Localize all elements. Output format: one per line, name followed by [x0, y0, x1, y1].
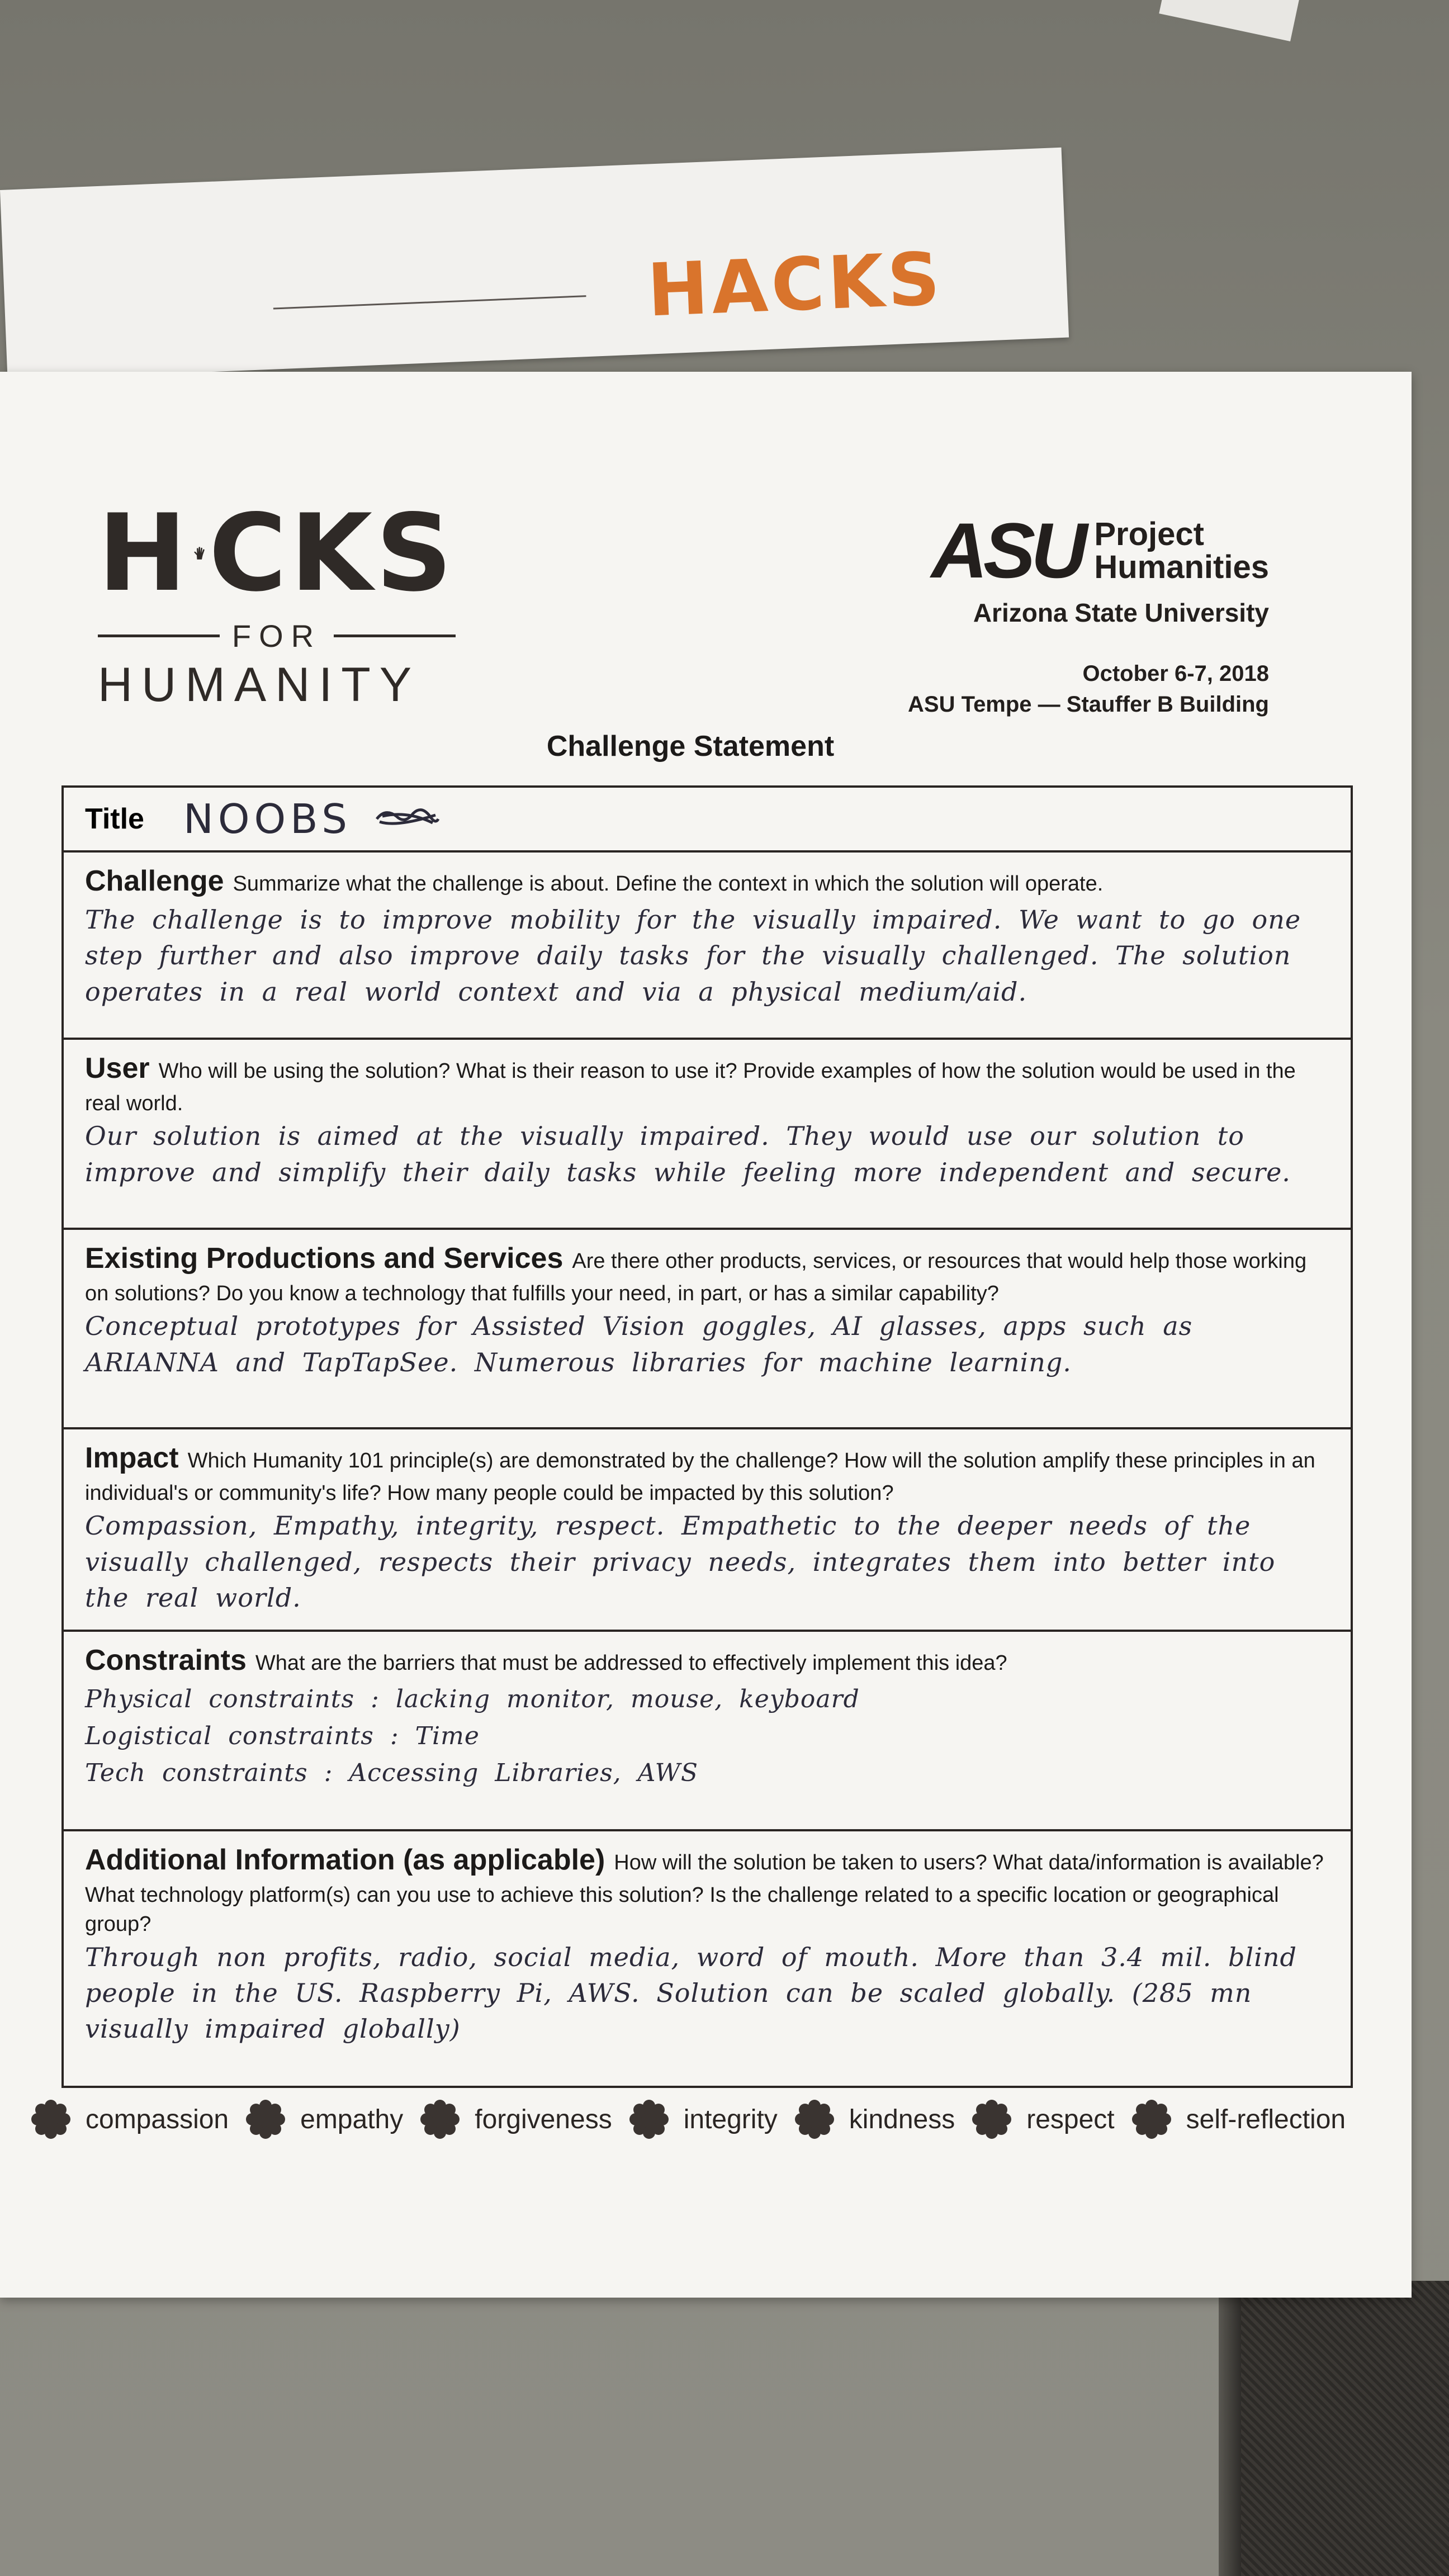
carpet [1241, 2281, 1449, 2576]
value-label: forgiveness [475, 2104, 612, 2134]
asu-mark: ASU [931, 506, 1083, 594]
user-answer: Our solution is aimed at the visually impaired. They would use our solution to improve and simplify their daily tasks while feeling more independent and secure. [85, 1121, 1291, 1187]
values-row [31, 2099, 1362, 2139]
asu-project-humanities [908, 506, 1269, 717]
additional-prompt: How will the solution be taken to users? What data/information is available? What technology platform(s) can you use to achieve this solution? Is the challenge related to a specific location or geographical group? [85, 1851, 1324, 1936]
challenge-section [64, 853, 1351, 1040]
hacks-for-humanity-logo [98, 491, 456, 713]
impact-prompt: Which Humanity 101 principle(s) are demonstrated by the challenge? How will the solution amplify these principles in an individual's or community's life? How many people could be impacted by this solution? [85, 1449, 1315, 1505]
scribble-icon [374, 805, 441, 833]
user-section [64, 1040, 1351, 1230]
event-location: ASU Tempe — Stauffer B Building [908, 692, 1269, 717]
value-label: empathy [300, 2104, 404, 2134]
flower-icon [420, 2099, 460, 2139]
title-value: NOOBS [183, 795, 352, 842]
value-item [420, 2099, 612, 2139]
user-prompt: Who will be using the solution? What is their reason to use it? Provide examples of how the solution would be used in the real world. [85, 1059, 1296, 1115]
existing-answer: Conceptual prototypes for Assisted Vision goggles, AI glasses, apps such as ARIANNA and TapTapSee. Numerous libraries for machine learning. [85, 1311, 1193, 1377]
constraint-item: Logistical constraints : Time [85, 1721, 480, 1750]
constraints-section [64, 1632, 1351, 1831]
event-date: October 6-7, 2018 [1082, 661, 1269, 686]
value-item [31, 2099, 229, 2139]
value-item [794, 2099, 955, 2139]
hand-icon [193, 503, 205, 604]
challenge-answer: The challenge is to improve mobility for the visually impaired. We want to go one step further and also improve daily tasks for the visually challenged. The solution operates in a real world context and via a physical medium/aid. [85, 904, 1301, 1007]
challenge-label: Challenge [85, 865, 224, 897]
user-label: User [85, 1052, 150, 1085]
value-item [629, 2099, 778, 2139]
university-name: Arizona State University [973, 598, 1269, 627]
constraints-label: Constraints [85, 1644, 247, 1677]
impact-answer: Compassion, Empathy, integrity, respect. Empathetic to the deeper needs of the visually challenged, respects their privacy needs, integrates them into better into the real world. [85, 1510, 1276, 1613]
flower-icon [794, 2099, 835, 2139]
challenge-sheet [0, 372, 1412, 2298]
flower-icon [629, 2099, 669, 2139]
project-label: Project [1094, 515, 1204, 552]
challenge-prompt: Summarize what the challenge is about. Define the context in which the solution will operate. [233, 872, 1104, 896]
value-label: integrity [683, 2104, 778, 2134]
additional-section [64, 1831, 1351, 2086]
humanities-label: Humanities [1094, 549, 1269, 585]
title-label: Title [85, 803, 144, 835]
flower-icon [1131, 2099, 1172, 2139]
title-section [64, 788, 1351, 853]
back-sheet-logo: HACKS [646, 236, 945, 333]
value-item [245, 2099, 403, 2139]
challenge-form [61, 785, 1353, 2088]
constraint-item: Physical constraints : lacking monitor, mouse, keyboard [85, 1684, 860, 1713]
additional-answer: Through non profits, radio, social media, word of mouth. More than 3.4 mil. blind people in the US. Raspberry Pi, AWS. Solution can be scaled globally. (285 mn visually impaired globally) [85, 1942, 1297, 2044]
additional-label: Additional Information (as applicable) [85, 1844, 605, 1876]
value-label: kindness [849, 2104, 955, 2134]
constraints-prompt: What are the barriers that must be addressed to effectively implement this idea? [255, 1651, 1007, 1675]
back-sheet-rule [273, 295, 586, 309]
table-edge [1219, 2270, 1241, 2576]
value-label: respect [1026, 2104, 1115, 2134]
flower-icon [972, 2099, 1012, 2139]
value-item [1131, 2099, 1346, 2139]
flower-icon [245, 2099, 286, 2139]
document-title: Challenge Statement [546, 730, 835, 763]
logo-humanity: HUMANITY [98, 658, 421, 712]
logo-for-line: FOR [98, 618, 456, 654]
constraint-item: Tech constraints : Accessing Libraries, AWS [85, 1758, 699, 1787]
existing-prompt: Are there other products, services, or resources that would help those working on solutions? Do you know a technology that fulfills your need, in part, or has a similar capability? [85, 1249, 1307, 1305]
logo-wordmark: H CKS [98, 491, 456, 615]
flower-icon [31, 2099, 71, 2139]
impact-label: Impact [85, 1442, 179, 1474]
value-label: compassion [86, 2104, 229, 2134]
value-label: self-reflection [1186, 2104, 1346, 2134]
existing-section [64, 1230, 1351, 1429]
impact-section [64, 1429, 1351, 1632]
value-item [972, 2099, 1114, 2139]
existing-label: Existing Productions and Services [85, 1242, 564, 1275]
